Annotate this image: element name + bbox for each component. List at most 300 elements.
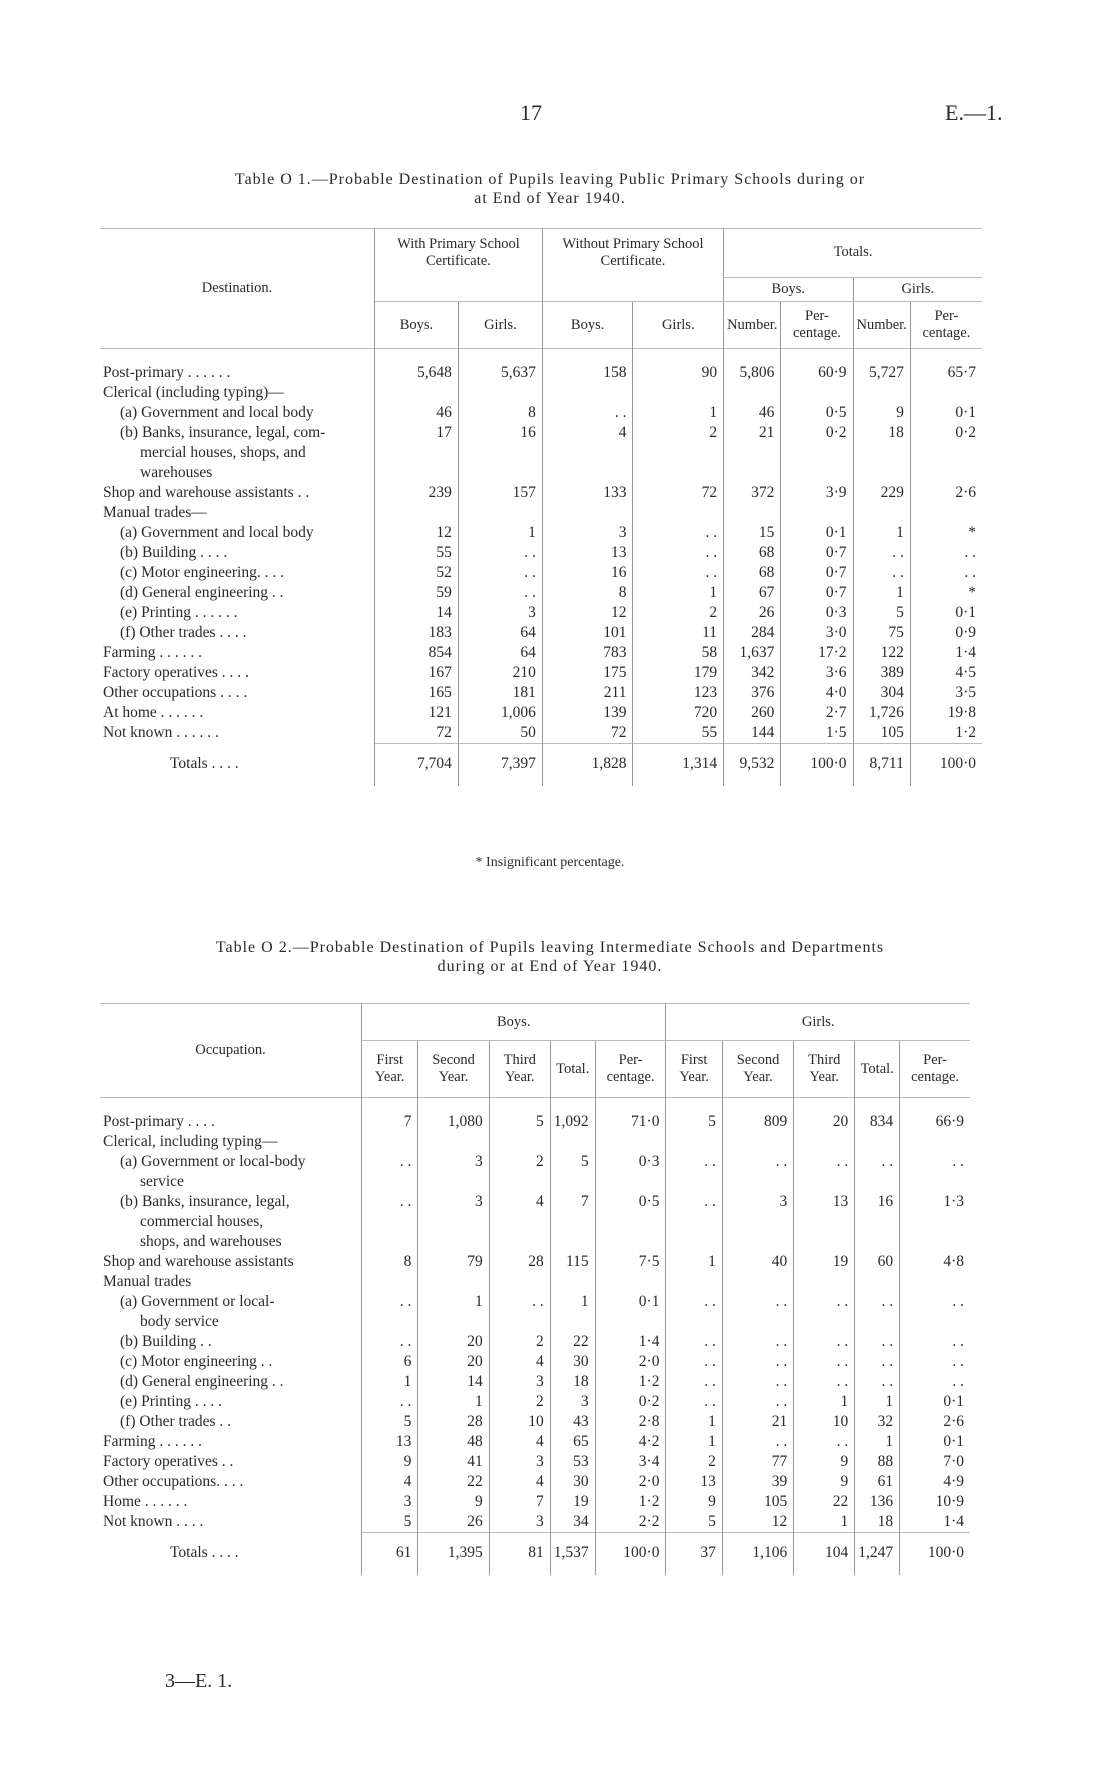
row-label: Post-primary . . . . . . bbox=[103, 364, 231, 381]
cell: . . bbox=[722, 1392, 793, 1412]
cell: 123 bbox=[633, 683, 724, 703]
cell: 0·3 bbox=[595, 1152, 666, 1172]
table-row bbox=[100, 1292, 970, 1312]
table2-header-boys-second: Second Year. bbox=[418, 1041, 489, 1098]
row-label: Factory operatives . . bbox=[103, 1453, 234, 1470]
table1-title-line1: Table O 1.—Probable Destination of Pupils leaving Public Primary Schools during or bbox=[234, 171, 866, 188]
table-row bbox=[100, 1098, 970, 1133]
cell: . . bbox=[633, 523, 724, 543]
table-row bbox=[100, 423, 982, 443]
table-row bbox=[100, 1252, 970, 1272]
cell: 260 bbox=[724, 703, 781, 723]
row-label: Home . . . . . . bbox=[103, 1493, 188, 1510]
cell: . . bbox=[666, 1372, 722, 1392]
totals-label: Totals . . . . bbox=[170, 1543, 239, 1561]
row-label: (b) Banks, insurance, legal, com- bbox=[120, 424, 326, 441]
cell: . . bbox=[633, 563, 724, 583]
cell: . . bbox=[362, 1332, 418, 1352]
table-row bbox=[100, 1172, 970, 1192]
cell bbox=[910, 443, 982, 463]
cell: 60·9 bbox=[781, 349, 853, 384]
totals-cell: 7,704 bbox=[375, 744, 459, 787]
row-label: Farming . . . . . . bbox=[103, 1433, 203, 1450]
cell bbox=[375, 443, 459, 463]
cell: 1·4 bbox=[595, 1332, 666, 1352]
row-label: service bbox=[140, 1173, 184, 1190]
cell: 1 bbox=[633, 403, 724, 423]
cell bbox=[666, 1272, 722, 1292]
cell: 18 bbox=[855, 1512, 900, 1533]
table-row bbox=[100, 383, 982, 403]
cell: 72 bbox=[633, 483, 724, 503]
totals-row bbox=[100, 744, 982, 787]
cell: 3 bbox=[489, 1372, 550, 1392]
totals-cell: 100·0 bbox=[910, 744, 982, 787]
cell bbox=[458, 443, 542, 463]
cell: 10·9 bbox=[900, 1492, 970, 1512]
row-label: (c) Motor engineering . . bbox=[120, 1353, 273, 1370]
row-label: At home . . . . . . bbox=[103, 704, 204, 721]
row-label: warehouses bbox=[140, 464, 213, 481]
cell: 79 bbox=[418, 1252, 489, 1272]
table1-title-line2: at End of Year 1940. bbox=[474, 190, 626, 207]
row-label: Clerical, including typing— bbox=[103, 1133, 278, 1150]
cell: . . bbox=[362, 1392, 418, 1412]
table2-title-line1: Table O 2.—Probable Destination of Pupils leaving Intermediate Schools and Departments bbox=[215, 939, 885, 956]
cell: . . bbox=[794, 1352, 855, 1372]
cell: 1·4 bbox=[900, 1512, 970, 1533]
row-label: (e) Printing . . . . bbox=[120, 1393, 223, 1410]
row-label: (c) Motor engineering. . . . bbox=[120, 564, 284, 581]
table-row bbox=[100, 523, 982, 543]
totals-cell: 61 bbox=[362, 1533, 418, 1576]
cell: 0·7 bbox=[781, 563, 853, 583]
cell: 11 bbox=[633, 623, 724, 643]
totals-cell: 1,247 bbox=[855, 1533, 900, 1576]
cell: 55 bbox=[375, 543, 459, 563]
cell: 2·6 bbox=[900, 1412, 970, 1432]
cell: . . bbox=[855, 1372, 900, 1392]
cell: 26 bbox=[418, 1512, 489, 1533]
cell bbox=[910, 463, 982, 483]
cell: 21 bbox=[722, 1412, 793, 1432]
cell: . . bbox=[362, 1192, 418, 1212]
cell: 22 bbox=[418, 1472, 489, 1492]
cell: 1,080 bbox=[418, 1098, 489, 1133]
cell: 115 bbox=[550, 1252, 595, 1272]
cell: . . bbox=[853, 543, 910, 563]
totals-cell: 1,106 bbox=[722, 1533, 793, 1576]
cell: 179 bbox=[633, 663, 724, 683]
cell: 52 bbox=[375, 563, 459, 583]
table2-body bbox=[100, 1098, 970, 1576]
cell: 1·5 bbox=[781, 723, 853, 744]
cell: 71·0 bbox=[595, 1098, 666, 1133]
cell bbox=[550, 1212, 595, 1232]
table-row bbox=[100, 1372, 970, 1392]
cell: 3 bbox=[418, 1192, 489, 1212]
cell: 3 bbox=[362, 1492, 418, 1512]
cell bbox=[781, 383, 853, 403]
cell bbox=[855, 1132, 900, 1152]
cell bbox=[855, 1312, 900, 1332]
row-label: (a) Government and local body bbox=[120, 524, 314, 541]
table2-header-girls-first: First Year. bbox=[666, 1041, 722, 1098]
cell: 40 bbox=[722, 1252, 793, 1272]
cell: 2·7 bbox=[781, 703, 853, 723]
cell bbox=[910, 503, 982, 523]
cell: 7 bbox=[489, 1492, 550, 1512]
totals-cell: 100·0 bbox=[900, 1533, 970, 1576]
cell bbox=[595, 1232, 666, 1252]
cell: 7·0 bbox=[900, 1452, 970, 1472]
table-row bbox=[100, 643, 982, 663]
cell bbox=[542, 443, 633, 463]
cell: 12 bbox=[542, 603, 633, 623]
page-reference: E.—1. bbox=[945, 100, 1003, 125]
table-row bbox=[100, 563, 982, 583]
cell: . . bbox=[722, 1372, 793, 1392]
cell: 2·6 bbox=[910, 483, 982, 503]
cell: 1 bbox=[666, 1412, 722, 1432]
cell: 2 bbox=[489, 1152, 550, 1172]
cell: 0·1 bbox=[781, 523, 853, 543]
cell: 389 bbox=[853, 663, 910, 683]
cell bbox=[595, 1172, 666, 1192]
cell: 4 bbox=[542, 423, 633, 443]
cell: . . bbox=[722, 1292, 793, 1312]
cell bbox=[853, 383, 910, 403]
cell bbox=[633, 503, 724, 523]
cell: 0·1 bbox=[910, 403, 982, 423]
cell: 105 bbox=[853, 723, 910, 744]
cell: 1·4 bbox=[910, 643, 982, 663]
cell: 181 bbox=[458, 683, 542, 703]
table1-header-totals-girls: Girls. bbox=[853, 277, 982, 302]
table-row bbox=[100, 463, 982, 483]
table2-header-occupation: Occupation. bbox=[195, 1042, 266, 1058]
cell: 28 bbox=[418, 1412, 489, 1432]
cell bbox=[722, 1172, 793, 1192]
cell: 90 bbox=[633, 349, 724, 384]
cell: . . bbox=[910, 563, 982, 583]
cell: 2 bbox=[666, 1452, 722, 1472]
cell: . . bbox=[666, 1332, 722, 1352]
cell: 65 bbox=[550, 1432, 595, 1452]
cell: 0·3 bbox=[781, 603, 853, 623]
cell bbox=[724, 503, 781, 523]
cell bbox=[666, 1212, 722, 1232]
cell: 9 bbox=[794, 1472, 855, 1492]
cell: 5,727 bbox=[853, 349, 910, 384]
row-label: Not known . . . . . . bbox=[103, 724, 219, 741]
table2-header-girls-percentage: Per-centage. bbox=[900, 1041, 970, 1098]
cell: 3·0 bbox=[781, 623, 853, 643]
cell: 1 bbox=[794, 1392, 855, 1412]
cell: 3 bbox=[550, 1392, 595, 1412]
table-row bbox=[100, 1352, 970, 1372]
cell bbox=[724, 463, 781, 483]
table1-header-boys-percentage: Per-centage. bbox=[781, 302, 853, 349]
table1-header-boys-number: Number. bbox=[724, 302, 781, 349]
cell bbox=[550, 1232, 595, 1252]
cell: . . bbox=[900, 1352, 970, 1372]
cell: 7·5 bbox=[595, 1252, 666, 1272]
cell: 0·1 bbox=[900, 1392, 970, 1412]
cell bbox=[900, 1232, 970, 1252]
cell: 809 bbox=[722, 1098, 793, 1133]
cell: . . bbox=[855, 1292, 900, 1312]
cell bbox=[375, 503, 459, 523]
cell: 1 bbox=[666, 1252, 722, 1272]
cell bbox=[550, 1132, 595, 1152]
table1-footnote: * Insignificant percentage. bbox=[475, 855, 625, 870]
cell bbox=[781, 443, 853, 463]
cell: 2 bbox=[489, 1332, 550, 1352]
row-label: (b) Building . . bbox=[120, 1333, 212, 1350]
table-row bbox=[100, 1232, 970, 1252]
cell: 46 bbox=[724, 403, 781, 423]
cell: 376 bbox=[724, 683, 781, 703]
cell bbox=[489, 1212, 550, 1232]
row-label: (f) Other trades . . bbox=[120, 1413, 232, 1430]
table2 bbox=[100, 1003, 970, 1575]
cell: 5 bbox=[362, 1512, 418, 1533]
cell: 2 bbox=[633, 423, 724, 443]
cell bbox=[550, 1172, 595, 1192]
cell: 0·1 bbox=[910, 603, 982, 623]
table-row bbox=[100, 349, 982, 384]
cell: 4·2 bbox=[595, 1432, 666, 1452]
table2-header-girls: Girls. bbox=[666, 1004, 970, 1041]
cell: 22 bbox=[550, 1332, 595, 1352]
cell: 18 bbox=[853, 423, 910, 443]
row-label: Manual trades bbox=[103, 1273, 192, 1290]
row-label: commercial houses, bbox=[140, 1213, 264, 1230]
table2-header-boys-total: Total. bbox=[550, 1041, 595, 1098]
cell: 372 bbox=[724, 483, 781, 503]
cell: 1 bbox=[362, 1372, 418, 1392]
cell: 13 bbox=[666, 1472, 722, 1492]
cell bbox=[362, 1232, 418, 1252]
totals-cell: 1,828 bbox=[542, 744, 633, 787]
table1-header-with-boys: Boys. bbox=[375, 302, 459, 349]
cell bbox=[418, 1312, 489, 1332]
table-row bbox=[100, 603, 982, 623]
cell bbox=[855, 1172, 900, 1192]
cell bbox=[418, 1172, 489, 1192]
cell bbox=[724, 383, 781, 403]
cell bbox=[855, 1232, 900, 1252]
table-row bbox=[100, 503, 982, 523]
cell bbox=[362, 1212, 418, 1232]
cell bbox=[794, 1232, 855, 1252]
cell: . . bbox=[910, 543, 982, 563]
table-row bbox=[100, 483, 982, 503]
cell: 61 bbox=[855, 1472, 900, 1492]
totals-cell: 9,532 bbox=[724, 744, 781, 787]
cell: 1 bbox=[855, 1392, 900, 1412]
table1-header-with-girls: Girls. bbox=[458, 302, 542, 349]
cell: 2·8 bbox=[595, 1412, 666, 1432]
row-label: (d) General engineering . . bbox=[120, 1373, 284, 1390]
cell: 66·9 bbox=[900, 1098, 970, 1133]
cell: 167 bbox=[375, 663, 459, 683]
cell: 229 bbox=[853, 483, 910, 503]
cell: 1,092 bbox=[550, 1098, 595, 1133]
cell: 19·8 bbox=[910, 703, 982, 723]
table-row bbox=[100, 623, 982, 643]
cell: 1 bbox=[855, 1432, 900, 1452]
cell: 0·2 bbox=[781, 423, 853, 443]
cell bbox=[855, 1272, 900, 1292]
cell: 783 bbox=[542, 643, 633, 663]
cell: 21 bbox=[724, 423, 781, 443]
cell: . . bbox=[722, 1332, 793, 1352]
cell: 8 bbox=[542, 583, 633, 603]
cell: 30 bbox=[550, 1352, 595, 1372]
cell: 12 bbox=[722, 1512, 793, 1533]
cell bbox=[489, 1132, 550, 1152]
cell: . . bbox=[458, 583, 542, 603]
cell: 5 bbox=[853, 603, 910, 623]
cell: 3 bbox=[542, 523, 633, 543]
cell: 3 bbox=[489, 1452, 550, 1472]
cell: 77 bbox=[722, 1452, 793, 1472]
cell bbox=[595, 1212, 666, 1232]
cell: 13 bbox=[794, 1192, 855, 1212]
cell bbox=[595, 1312, 666, 1332]
totals-cell: 7,397 bbox=[458, 744, 542, 787]
cell: 239 bbox=[375, 483, 459, 503]
row-label: Post-primary . . . . bbox=[103, 1113, 215, 1130]
cell bbox=[900, 1272, 970, 1292]
cell: 46 bbox=[375, 403, 459, 423]
totals-row bbox=[100, 1533, 970, 1576]
row-label: Not known . . . . bbox=[103, 1513, 204, 1530]
cell: 0·2 bbox=[910, 423, 982, 443]
cell: 4·5 bbox=[910, 663, 982, 683]
cell: . . bbox=[853, 563, 910, 583]
cell bbox=[794, 1272, 855, 1292]
row-label: (b) Banks, insurance, legal, bbox=[120, 1193, 290, 1210]
cell: 4·9 bbox=[900, 1472, 970, 1492]
cell bbox=[550, 1272, 595, 1292]
cell: 157 bbox=[458, 483, 542, 503]
cell: 16 bbox=[542, 563, 633, 583]
cell: 17·2 bbox=[781, 643, 853, 663]
table-row bbox=[100, 1192, 970, 1212]
cell: 3·9 bbox=[781, 483, 853, 503]
cell: 4 bbox=[489, 1352, 550, 1372]
table-row bbox=[100, 1432, 970, 1452]
cell: . . bbox=[666, 1152, 722, 1172]
table-row bbox=[100, 443, 982, 463]
totals-cell: 1,314 bbox=[633, 744, 724, 787]
cell: 65·7 bbox=[910, 349, 982, 384]
cell: 13 bbox=[362, 1432, 418, 1452]
row-label: Manual trades— bbox=[103, 504, 207, 521]
cell: 1 bbox=[418, 1392, 489, 1412]
cell bbox=[853, 463, 910, 483]
cell: 1·2 bbox=[595, 1372, 666, 1392]
cell: 16 bbox=[855, 1192, 900, 1212]
cell: . . bbox=[794, 1332, 855, 1352]
cell: 0·1 bbox=[900, 1432, 970, 1452]
cell: 720 bbox=[633, 703, 724, 723]
row-label: Other occupations . . . . bbox=[103, 684, 248, 701]
cell: 121 bbox=[375, 703, 459, 723]
totals-cell: 8,711 bbox=[853, 744, 910, 787]
cell: 14 bbox=[375, 603, 459, 623]
cell: 1,726 bbox=[853, 703, 910, 723]
cell: 165 bbox=[375, 683, 459, 703]
table-row bbox=[100, 1152, 970, 1172]
table1-header-destination: Destination. bbox=[201, 280, 273, 296]
cell: 4·0 bbox=[781, 683, 853, 703]
cell: 14 bbox=[418, 1372, 489, 1392]
cell bbox=[458, 463, 542, 483]
table1-title bbox=[100, 170, 1000, 208]
cell: . . bbox=[722, 1152, 793, 1172]
cell bbox=[633, 383, 724, 403]
cell: 1,637 bbox=[724, 643, 781, 663]
cell bbox=[418, 1212, 489, 1232]
table-row bbox=[100, 1212, 970, 1232]
cell: * bbox=[910, 523, 982, 543]
cell bbox=[489, 1232, 550, 1252]
cell bbox=[900, 1212, 970, 1232]
cell: 39 bbox=[722, 1472, 793, 1492]
table-row bbox=[100, 1412, 970, 1432]
totals-label: Totals . . . . bbox=[170, 754, 239, 772]
cell: 342 bbox=[724, 663, 781, 683]
cell: 3·4 bbox=[595, 1452, 666, 1472]
table-row bbox=[100, 583, 982, 603]
row-label: Farming . . . . . . bbox=[103, 644, 203, 661]
cell: 55 bbox=[633, 723, 724, 744]
cell: . . bbox=[794, 1432, 855, 1452]
cell bbox=[666, 1172, 722, 1192]
cell bbox=[781, 463, 853, 483]
cell bbox=[542, 503, 633, 523]
row-label: Shop and warehouse assistants bbox=[103, 1253, 294, 1270]
cell: 9 bbox=[418, 1492, 489, 1512]
cell: 1 bbox=[550, 1292, 595, 1312]
cell: 211 bbox=[542, 683, 633, 703]
row-label: Factory operatives . . . . bbox=[103, 664, 249, 681]
cell: 304 bbox=[853, 683, 910, 703]
row-label: (a) Government or local- bbox=[120, 1293, 275, 1310]
cell: 4 bbox=[489, 1472, 550, 1492]
cell: 7 bbox=[550, 1192, 595, 1212]
cell bbox=[722, 1132, 793, 1152]
cell: 2 bbox=[633, 603, 724, 623]
cell: 3·5 bbox=[910, 683, 982, 703]
cell: 4·8 bbox=[900, 1252, 970, 1272]
cell bbox=[794, 1132, 855, 1152]
cell: 3·6 bbox=[781, 663, 853, 683]
cell: 64 bbox=[458, 623, 542, 643]
table-row bbox=[100, 1492, 970, 1512]
table1-header-without-girls: Girls. bbox=[633, 302, 724, 349]
cell bbox=[542, 463, 633, 483]
cell: . . bbox=[362, 1292, 418, 1312]
cell bbox=[458, 383, 542, 403]
cell: 9 bbox=[362, 1452, 418, 1472]
cell: 0·5 bbox=[595, 1192, 666, 1212]
cell bbox=[900, 1172, 970, 1192]
